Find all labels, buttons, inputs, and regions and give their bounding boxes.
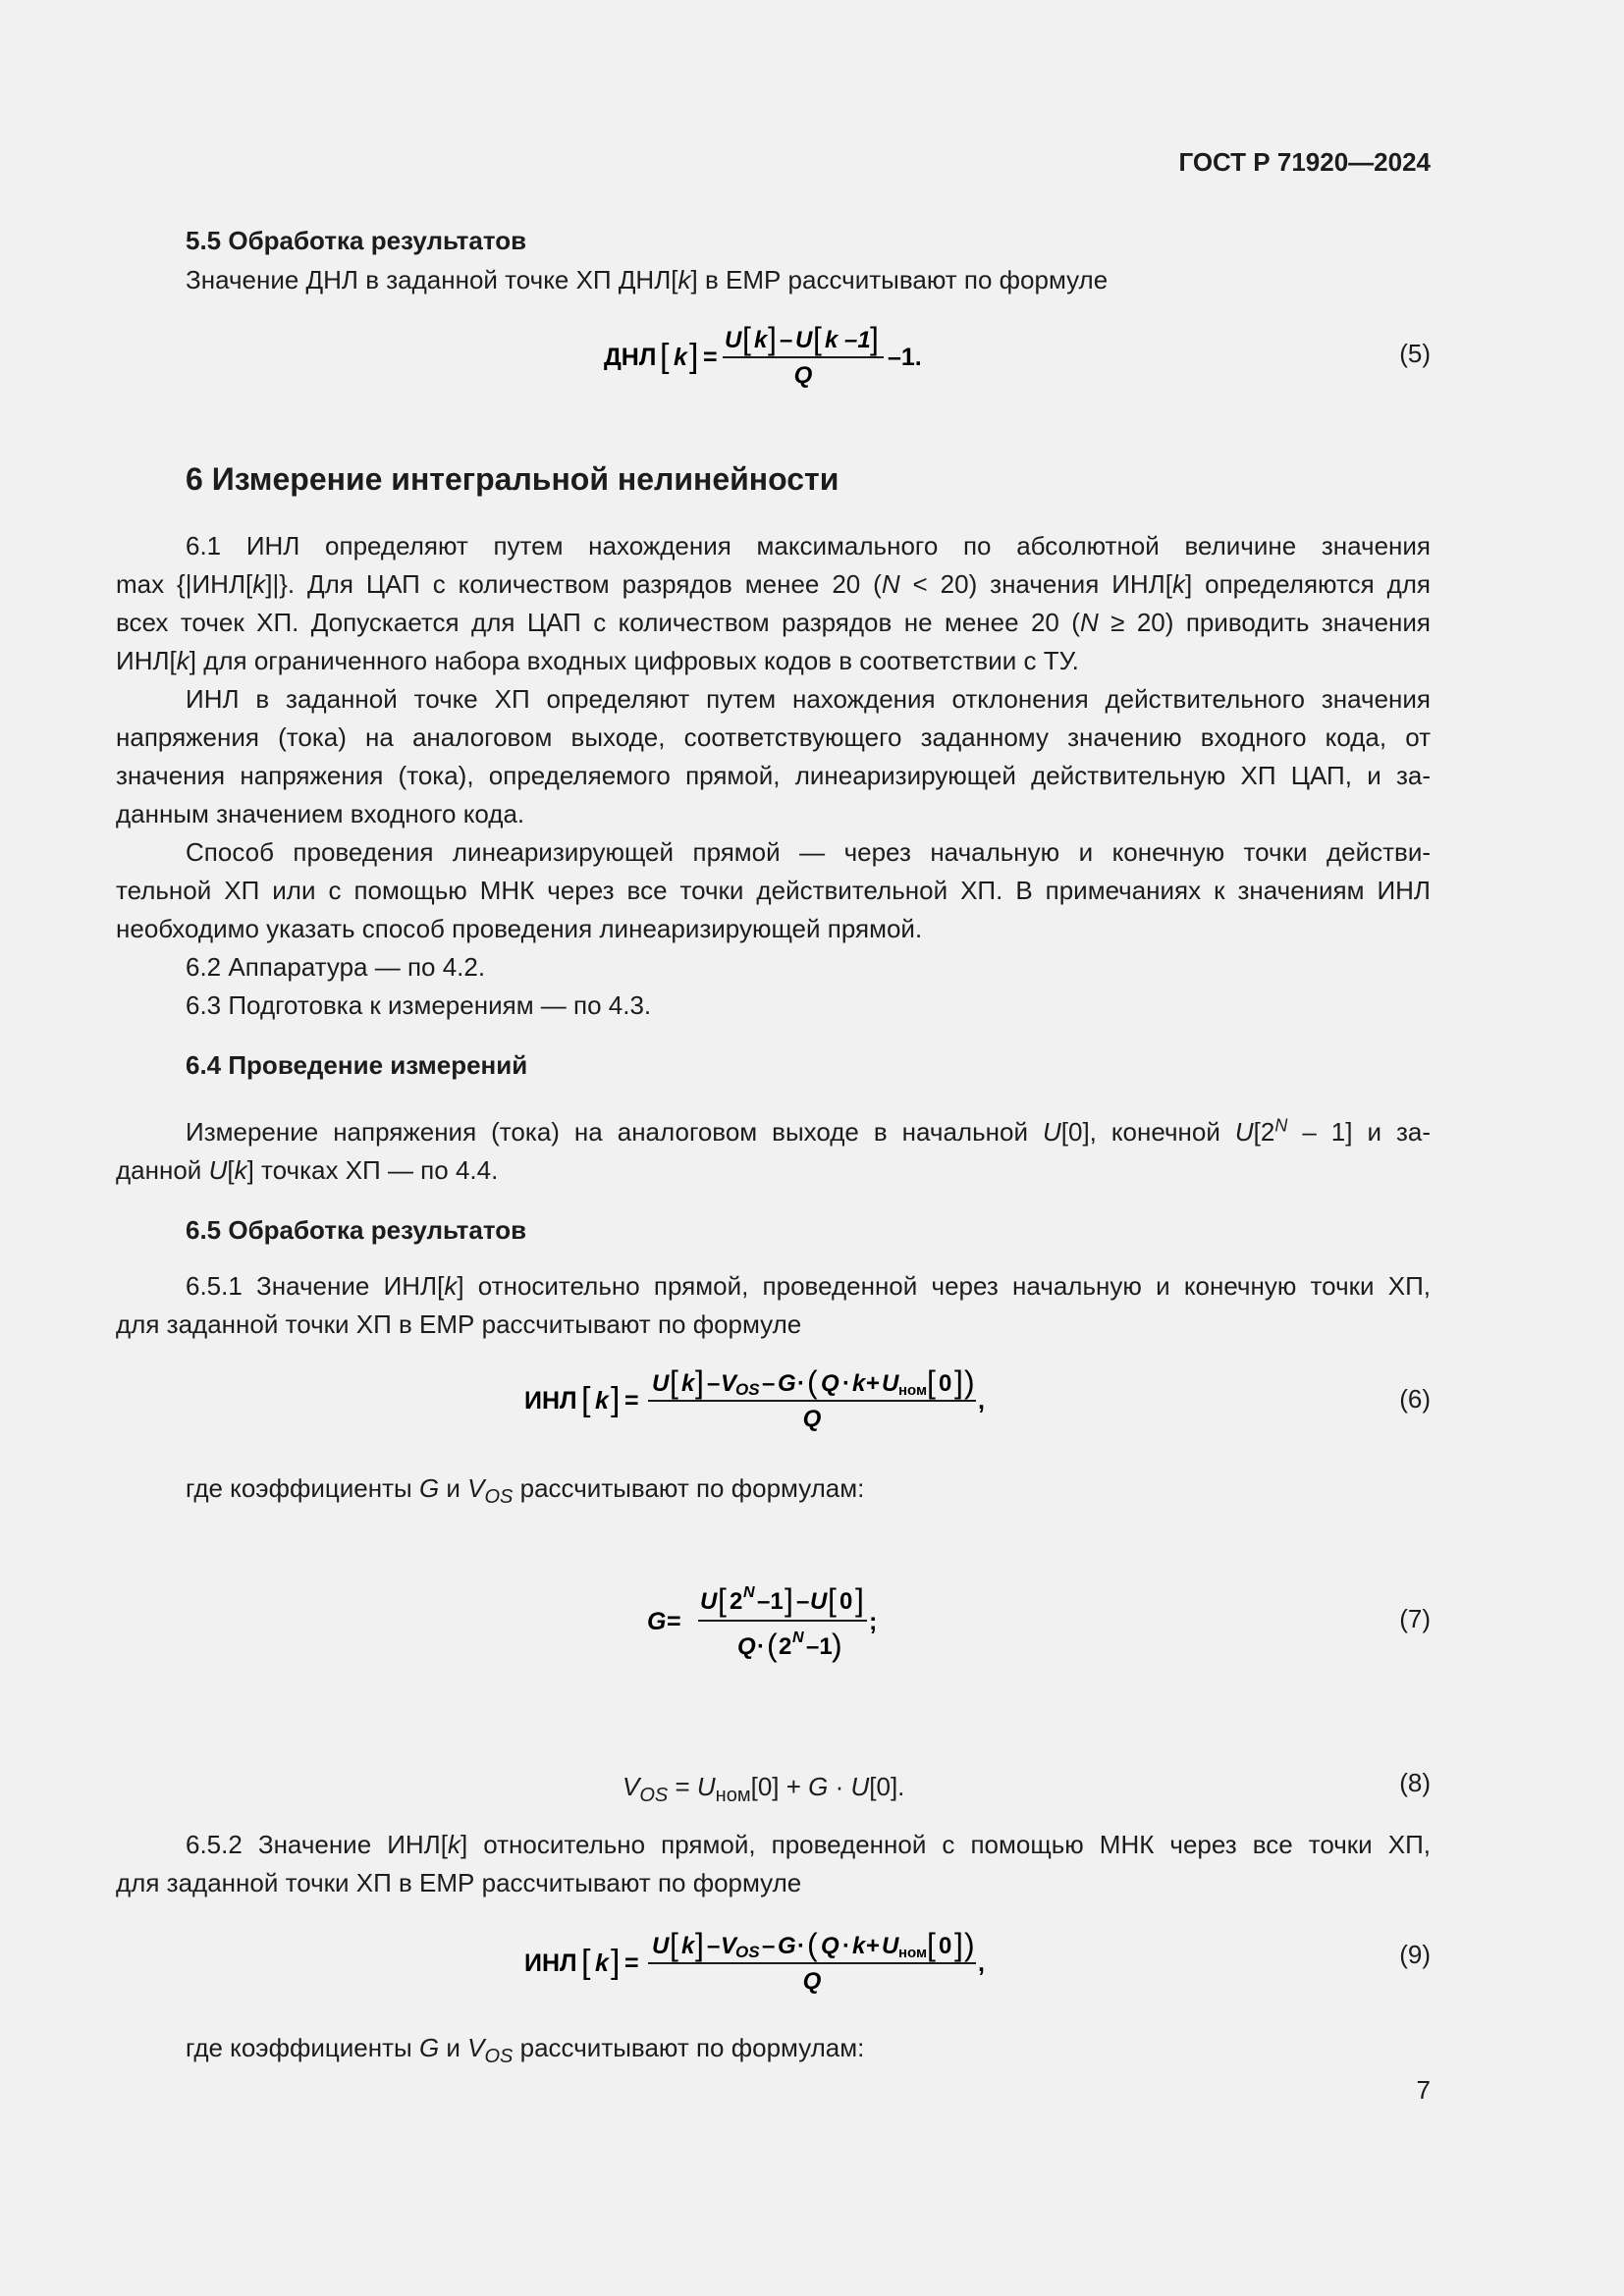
- svg-text:]: ]: [611, 1381, 621, 1418]
- svg-text:–1: –1: [806, 1633, 833, 1660]
- equation-number-7: (7): [1399, 1604, 1431, 1633]
- svg-text:+: +: [866, 1370, 881, 1397]
- section-6-title: 6 Измерение интегральной нелинейности: [186, 461, 839, 497]
- svg-text:(: (: [807, 1364, 818, 1400]
- svg-text:Q: Q: [821, 1370, 839, 1397]
- paragraph-line: Способ проведения линеаризирующей прямой — через начальную и конечную точки действи-: [186, 837, 1431, 867]
- svg-text:U: U: [652, 1933, 670, 1959]
- svg-text:Q: Q: [802, 1406, 822, 1432]
- paragraph-line: ИНЛ в заданной точке ХП определяют путем нахождения отклонения действительного значения: [186, 684, 1431, 714]
- svg-text:]: ]: [785, 1582, 793, 1618]
- svg-text:V: V: [721, 1933, 737, 1959]
- svg-text:ИНЛ: ИНЛ: [524, 1387, 577, 1415]
- section-5-5-text: Значение ДНЛ в заданной точке ХП ДНЛ[k] в ЕМР рассчитывают по формуле: [186, 265, 1109, 294]
- paragraph-line: 6.5.1 Значение ИНЛ[k] относительно прямой, проведенной через начальную и конечную точки ХП,: [186, 1271, 1431, 1301]
- svg-text:U: U: [810, 1588, 828, 1615]
- paragraph-6-4: [116, 1113, 1431, 1190]
- svg-text:0: 0: [939, 1370, 952, 1397]
- svg-text:U: U: [882, 1370, 899, 1397]
- paragraph-6-3: 6.3 Подготовка к измерениям — по 4.3.: [186, 990, 652, 1020]
- paragraph-6-5-1: [116, 1267, 1431, 1344]
- paragraph-line: необходимо указать способ проведения линеаризирующей прямой.: [116, 914, 923, 943]
- svg-text:U: U: [725, 327, 742, 353]
- svg-text:ДНЛ: ДНЛ: [604, 344, 657, 371]
- svg-text:N: N: [792, 1629, 804, 1646]
- section-5-5-title: 5.5 Обработка результатов: [186, 226, 527, 255]
- svg-text:=: =: [624, 1387, 639, 1415]
- paragraph-line: данной U[k] точках ХП — по 4.4.: [116, 1155, 499, 1185]
- svg-text:k: k: [681, 1370, 695, 1397]
- svg-text:ном: ном: [898, 1382, 928, 1399]
- section-6-5-title: 6.5 Обработка результатов: [186, 1215, 527, 1245]
- svg-text:0: 0: [939, 1933, 952, 1959]
- paragraph-6-1-b: [116, 680, 1431, 833]
- svg-text:,: ,: [978, 1387, 985, 1415]
- svg-text:V: V: [721, 1370, 737, 1397]
- svg-text:–1.: –1.: [888, 344, 922, 371]
- svg-text:Q: Q: [737, 1633, 756, 1660]
- paragraph-line: значения напряжения (тока), определяемого прямой, линеаризирующей действительную ХП ЦАП, и за-: [116, 761, 1431, 790]
- where-text-2: где коэффициенты G и $V_{OS}$ рассчитывают по формулам:: [186, 2033, 865, 2068]
- svg-text:k –1: k –1: [825, 327, 871, 353]
- equation-number-5: (5): [1399, 339, 1431, 368]
- svg-text:[: [: [581, 1944, 591, 1981]
- formula-6: [520, 1360, 1031, 1438]
- svg-text:–: –: [707, 1370, 721, 1397]
- svg-text:U: U: [882, 1933, 899, 1959]
- svg-text:Q: Q: [793, 362, 813, 389]
- paragraph-line: Измерение напряжения (тока) на аналоговом выходе в начальной U[0], конечной $U[2^N - 1]$ и за-: [186, 1115, 1431, 1147]
- svg-text:(: (: [807, 1927, 818, 1962]
- svg-text:k: k: [681, 1933, 695, 1959]
- svg-text:]: ]: [689, 338, 699, 375]
- svg-text:k: k: [595, 1387, 609, 1415]
- paragraph-line: данным значением входного кода.: [116, 799, 525, 828]
- svg-text:k: k: [595, 1949, 609, 1977]
- svg-text:k: k: [852, 1370, 866, 1397]
- svg-text:G: G: [778, 1933, 796, 1959]
- svg-text:ном: ном: [898, 1945, 928, 1961]
- svg-text:]: ]: [855, 1582, 864, 1618]
- page-number: 7: [1416, 2075, 1431, 2105]
- svg-text:k: k: [674, 344, 687, 371]
- svg-text:): ): [964, 1927, 975, 1962]
- svg-text:0: 0: [839, 1588, 853, 1615]
- svg-text:]: ]: [954, 1364, 963, 1400]
- svg-text:·: ·: [797, 1370, 805, 1397]
- paragraph-line: для заданной точки ХП в ЕМР рассчитывают по формуле: [116, 1309, 802, 1339]
- paragraph-6-5-2: [116, 1826, 1431, 1902]
- svg-text:–1: –1: [757, 1588, 784, 1615]
- svg-text:[: [: [581, 1381, 591, 1418]
- paragraph-line: ИНЛ[k] для ограниченного набора входных цифровых кодов в соответствии с ТУ.: [116, 646, 1079, 675]
- svg-text:G: G: [647, 1608, 667, 1635]
- svg-text:Q: Q: [821, 1933, 839, 1959]
- svg-text:OS: OS: [735, 1380, 760, 1399]
- svg-text:[: [: [927, 1364, 936, 1400]
- svg-text:;: ;: [869, 1608, 878, 1635]
- svg-text:U: U: [700, 1588, 718, 1615]
- svg-text:[: [: [813, 321, 822, 356]
- where-text-1: где коэффициенты G и $V_{OS}$ рассчитывают по формулам:: [186, 1473, 865, 1509]
- svg-text:k: k: [754, 327, 768, 353]
- svg-text:k: k: [852, 1933, 866, 1959]
- equation-number-6: (6): [1399, 1384, 1431, 1414]
- svg-text:[: [: [670, 1364, 678, 1400]
- equation-number-9: (9): [1399, 1940, 1431, 1969]
- section-6-4-title: 6.4 Проведение измерений: [186, 1050, 528, 1080]
- svg-text:[: [: [670, 1927, 678, 1962]
- svg-text:]: ]: [695, 1364, 704, 1400]
- svg-text:]: ]: [768, 321, 777, 356]
- svg-text:–: –: [707, 1933, 721, 1959]
- svg-text:[: [: [660, 338, 670, 375]
- paragraph-line: напряжения (тока) на аналоговом выходе, соответствующего заданному значению входного кода, от: [116, 722, 1431, 752]
- equation-number-8: (8): [1399, 1768, 1431, 1797]
- svg-text:]: ]: [954, 1927, 963, 1962]
- svg-text:U: U: [652, 1370, 670, 1397]
- svg-text:·: ·: [797, 1933, 805, 1959]
- svg-text:(: (: [767, 1628, 778, 1663]
- svg-text:2: 2: [730, 1588, 743, 1615]
- svg-text:–: –: [780, 327, 793, 353]
- svg-text:Q: Q: [802, 1968, 822, 1995]
- svg-text:·: ·: [757, 1633, 765, 1660]
- paragraph-line: max {|ИНЛ[k]|}. Для ЦАП с количеством разрядов менее 20 (N < 20) значения ИНЛ[k] определяются для: [116, 569, 1431, 599]
- formula-9: [520, 1922, 1031, 2001]
- svg-text:]: ]: [870, 321, 879, 356]
- svg-text:,: ,: [978, 1949, 985, 1977]
- svg-text:G: G: [778, 1370, 796, 1397]
- paragraph-line: 6.1 ИНЛ определяют путем нахождения максимального по абсолютной величине значения: [186, 531, 1431, 561]
- svg-text:OS: OS: [735, 1943, 760, 1961]
- paragraph-line: 6.5.2 Значение ИНЛ[k] относительно прямой, проведенной с помощью МНК через все точки ХП,: [186, 1830, 1432, 1859]
- svg-text:·: ·: [842, 1370, 850, 1397]
- svg-text:[: [: [927, 1927, 936, 1962]
- svg-text:+: +: [866, 1933, 881, 1959]
- svg-text:N: N: [743, 1584, 755, 1601]
- paragraph-6-2: 6.2 Аппаратура — по 4.2.: [186, 952, 486, 982]
- svg-text:·: ·: [842, 1933, 850, 1959]
- svg-text:=: =: [703, 344, 718, 371]
- doc-code-header: ГОСТ Р 71920—2024: [1178, 147, 1431, 177]
- svg-text:[: [: [742, 321, 751, 356]
- svg-text:–: –: [796, 1588, 810, 1615]
- svg-text:): ): [832, 1628, 842, 1663]
- svg-text:[: [: [718, 1582, 727, 1618]
- svg-text:): ): [964, 1364, 975, 1400]
- paragraph-6-1-c: [116, 833, 1431, 948]
- svg-text:[: [: [828, 1582, 837, 1618]
- paragraph-line: для заданной точки ХП в ЕМР рассчитывают по формуле: [116, 1868, 802, 1897]
- formula-8: $V_{OS} = U_{ном}[0] + G \cdot U[0]$.: [623, 1772, 905, 1807]
- svg-text:=: =: [624, 1949, 639, 1977]
- svg-text:U: U: [795, 327, 813, 353]
- svg-text:–: –: [762, 1933, 776, 1959]
- formula-5: [599, 316, 952, 395]
- svg-text:–: –: [762, 1370, 776, 1397]
- formula-7: [643, 1575, 938, 1674]
- paragraph-6-1: [116, 527, 1431, 680]
- svg-text:]: ]: [611, 1944, 621, 1981]
- svg-text:]: ]: [695, 1927, 704, 1962]
- paragraph-line: тельной ХП или с помощью МНК через все точки действительной ХП. В примечаниях к значениям ИНЛ: [116, 876, 1431, 905]
- svg-text:2: 2: [779, 1633, 792, 1660]
- paragraph-line: всех точек ХП. Допускается для ЦАП с количеством разрядов не менее 20 (N ≥ 20) приводить значения: [116, 608, 1431, 637]
- svg-text:ИНЛ: ИНЛ: [524, 1949, 577, 1977]
- svg-text:=: =: [667, 1608, 681, 1635]
